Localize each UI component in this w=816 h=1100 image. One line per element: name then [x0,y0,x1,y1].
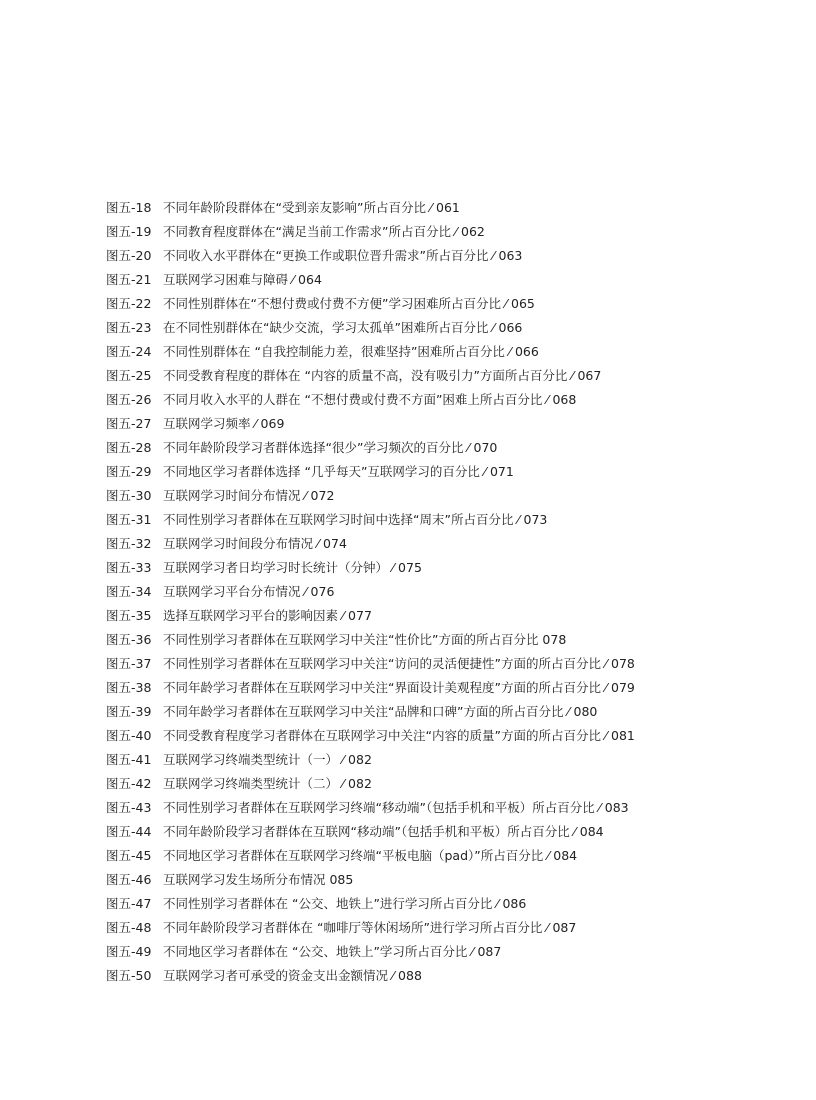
figure-number: 图五-23 [106,320,152,335]
list-item [106,558,796,582]
figure-number: 图五-30 [106,488,152,503]
list-item [106,534,796,558]
figure-number: 图五-37 [106,656,152,671]
list-item [106,798,796,822]
list-item [106,270,796,294]
figure-title: 不同性别群体在“不想付费或付费不方便”学习困难所占百分比 ⁄ 065 [163,296,535,311]
figure-title: 不同受教育程度的群体在 “内容的质量不高，没有吸引力”方面所占百分比 ⁄ 067 [163,368,602,383]
figure-number: 图五-20 [106,248,152,263]
figure-number: 图五-21 [106,272,152,287]
list-item [106,318,796,342]
figure-number: 图五-33 [106,560,152,575]
list-item [106,822,796,846]
figure-number: 图五-26 [106,392,152,407]
figure-title: 互联网学习平台分布情况 ⁄ 076 [163,584,335,599]
figure-number: 图五-49 [106,944,152,959]
list-item [106,654,796,678]
figure-title: 互联网学习终端类型统计（一） ⁄ 082 [163,752,372,767]
figure-title: 互联网学习发生场所分布情况 085 [163,872,354,887]
figure-title: 不同性别学习者群体在互联网学习终端“移动端”（包括手机和平板）所占百分比 ⁄ 083 [163,800,629,815]
figure-title: 选择互联网学习平台的影响因素 ⁄ 077 [163,608,372,623]
list-item [106,390,796,414]
figure-title: 不同地区学习者群体在 “公交、地铁上”学习所占百分比 ⁄ 087 [163,944,502,959]
figure-title: 不同地区学习者群体选择 “几乎每天”互联网学习的百分比 ⁄ 071 [163,464,514,479]
figure-title: 不同年龄阶段群体在“受到亲友影响”所占百分比 ⁄ 061 [163,200,460,215]
figure-number: 图五-45 [106,848,152,863]
figure-number: 图五-32 [106,536,152,551]
figure-title: 互联网学习者可承受的资金支出金额情况 ⁄ 088 [163,968,422,983]
figure-number: 图五-47 [106,896,152,911]
figure-number: 图五-19 [106,224,152,239]
list-item [106,366,796,390]
list-item [106,702,796,726]
figure-title: 不同性别学习者群体在互联网学习时间中选择“周末”所占百分比 ⁄ 073 [163,512,548,527]
list-item [106,774,796,798]
figure-title: 互联网学习者日均学习时长统计（分钟） ⁄ 075 [163,560,422,575]
figure-number: 图五-31 [106,512,152,527]
figure-number: 图五-41 [106,752,152,767]
list-item [106,294,796,318]
figure-number: 图五-50 [106,968,152,983]
figure-title: 不同年龄阶段学习者群体选择“很少”学习频次的百分比 ⁄ 070 [163,440,498,455]
list-item [106,582,796,606]
figure-title: 互联网学习时间段分布情况 ⁄ 074 [163,536,347,551]
figure-number: 图五-40 [106,728,152,743]
figure-number: 图五-25 [106,368,152,383]
figure-title: 不同性别学习者群体在 “公交、地铁上”进行学习所占百分比 ⁄ 086 [163,896,527,911]
list-item [106,414,796,438]
figure-title: 互联网学习频率 ⁄ 069 [163,416,285,431]
list-item [106,510,796,534]
list-item [106,462,796,486]
list-item [106,750,796,774]
list-item [106,678,796,702]
list-item [106,198,796,222]
figure-number: 图五-22 [106,296,152,311]
figure-title: 互联网学习困难与障碍 ⁄ 064 [163,272,322,287]
figure-title: 在不同性别群体在“缺少交流，学习太孤单”困难所占百分比 ⁄ 066 [163,320,523,335]
figure-title: 不同月收入水平的人群在 “不想付费或付费不方面”困难上所占百分比 ⁄ 068 [163,392,577,407]
figure-number: 图五-38 [106,680,152,695]
figure-number: 图五-28 [106,440,152,455]
figure-number: 图五-35 [106,608,152,623]
list-item [106,846,796,870]
figure-number: 图五-36 [106,632,152,647]
figure-number: 图五-34 [106,584,152,599]
figure-number: 图五-18 [106,200,152,215]
figure-title: 不同地区学习者群体在互联网学习终端“平板电脑（pad）”所占百分比 ⁄ 084 [163,848,578,863]
list-item [106,606,796,630]
figure-title: 不同收入水平群体在“更换工作或职位晋升需求”所占百分比 ⁄ 063 [163,248,523,263]
figure-number: 图五-42 [106,776,152,791]
figure-number: 图五-48 [106,920,152,935]
figure-title: 不同年龄阶段学习者群体在 “咖啡厅等休闲场所”进行学习所占百分比 ⁄ 087 [163,920,577,935]
figure-title: 不同年龄阶段学习者群体在互联网“移动端”（包括手机和平板）所占百分比 ⁄ 084 [163,824,604,839]
list-item [106,942,796,966]
figure-number: 图五-46 [106,872,152,887]
list-item [106,486,796,510]
figure-title: 不同年龄学习者群体在互联网学习中关注“品牌和口碑”方面的所占百分比 ⁄ 080 [163,704,598,719]
list-item [106,630,796,654]
figure-title: 互联网学习终端类型统计（二） ⁄ 082 [163,776,372,791]
list-item [106,870,796,894]
figure-title: 不同性别群体在 “自我控制能力差，很难坚持”困难所占百分比 ⁄ 066 [163,344,539,359]
figure-title: 不同受教育程度学习者群体在互联网学习中关注“内容的质量”方面的所占百分比 ⁄ 081 [163,728,635,743]
figure-title: 不同年龄学习者群体在互联网学习中关注“界面设计美观程度”方面的所占百分比 ⁄ 079 [163,680,635,695]
list-item [106,438,796,462]
list-item [106,894,796,918]
figure-number: 图五-43 [106,800,152,815]
list-item [106,918,796,942]
figure-title: 不同性别学习者群体在互联网学习中关注“访问的灵活便捷性”方面的所占百分比 ⁄ 078 [163,656,635,671]
figure-number: 图五-24 [106,344,152,359]
figure-number: 图五-39 [106,704,152,719]
list-item [106,246,796,270]
figure-number: 图五-27 [106,416,152,431]
figure-number: 图五-44 [106,824,152,839]
list-item [106,342,796,366]
figure-title: 不同性别学习者群体在互联网学习中关注“性价比”方面的所占百分比 078 [163,632,567,647]
figure-number: 图五-29 [106,464,152,479]
figure-list [106,198,796,990]
figure-title: 不同教育程度群体在“满足当前工作需求”所占百分比 ⁄ 062 [163,224,485,239]
list-item [106,222,796,246]
list-item [106,726,796,750]
list-item [106,966,796,990]
figure-title: 互联网学习时间分布情况 ⁄ 072 [163,488,335,503]
